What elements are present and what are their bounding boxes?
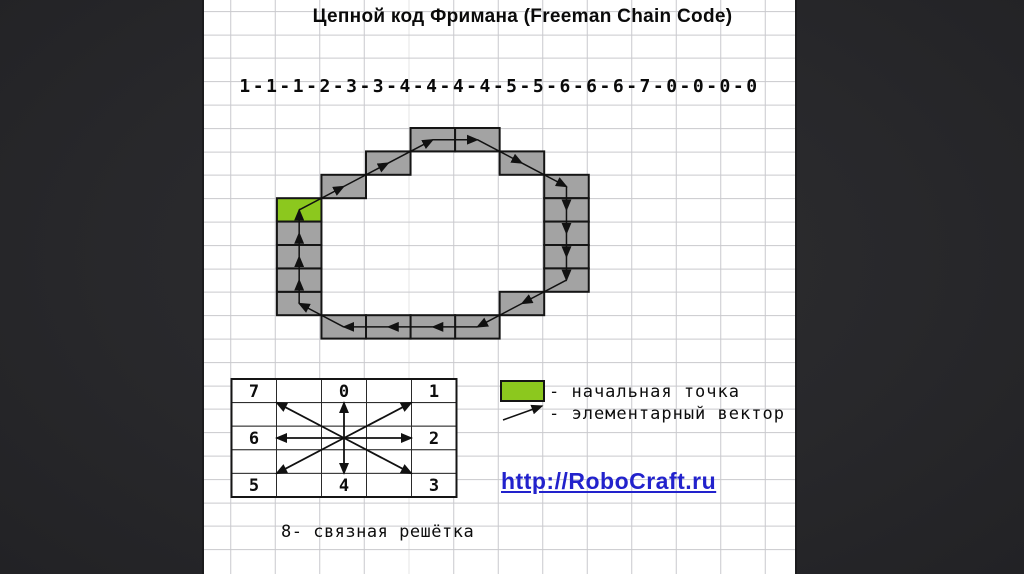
direction-label: 2 [428,429,440,449]
lattice-cell [232,450,277,474]
direction-label: 5 [248,476,260,497]
direction-label: 0 [338,381,350,402]
direction-label: 7 [248,381,260,402]
lattice-cell [232,403,277,427]
lattice-cell [367,379,412,403]
robocraft-link[interactable]: http://RoboCraft.ru [501,468,717,494]
vector-arrow [503,406,542,420]
legend-vector-label: - элементарный вектор [549,404,785,424]
direction-label: 4 [338,476,350,497]
direction-label: 3 [428,476,440,497]
lattice-caption: 8- связная решётка [281,522,475,542]
direction-label: 6 [248,429,260,449]
direction-lattice [232,379,457,497]
freeman-shape-diagram [277,128,589,339]
elementary-vector-icon [503,406,542,420]
lattice-cell [367,473,412,497]
direction-label: 1 [428,381,440,402]
start-point-swatch [500,380,545,402]
chain-code-sequence: 1-1-1-2-3-3-4-4-4-4-5-5-6-6-6-7-0-0-0-0 [239,76,760,97]
lattice-cell [277,379,322,403]
lattice-cell [412,450,457,474]
lattice-cell [412,403,457,427]
legend-start-label: - начальная точка [549,382,740,402]
lattice-cell [277,473,322,497]
slide-title: Цепной код Фримана (Freeman Chain Code) [312,6,733,27]
